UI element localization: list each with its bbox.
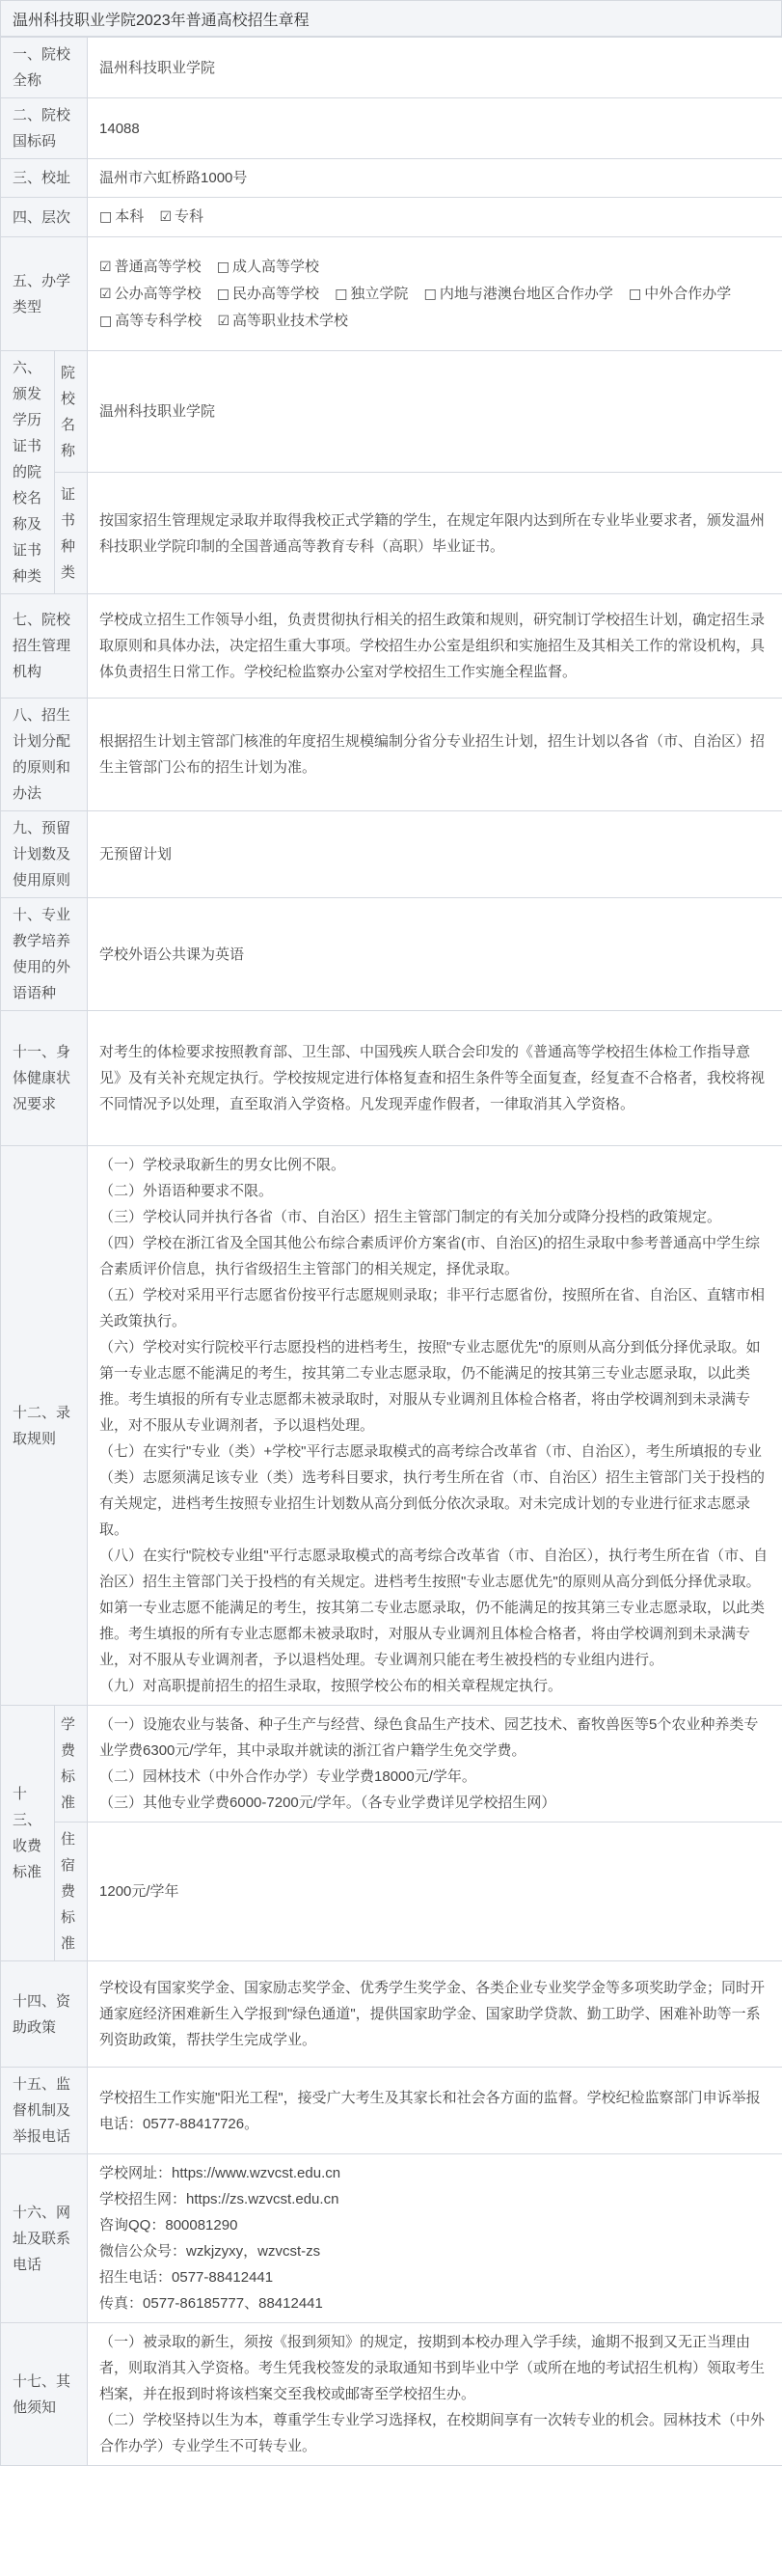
row-plan (1, 699, 782, 811)
rule-item: （八）在实行"院校专业组"平行志愿录取模式的高考综合改革省（市、自治区），执行考生所在省（市、自治区）招生主管部门关于投档的有关规定。进档考生按照"专业志愿优先"的原则从高分到低分择优录取。如第一专业志愿不能满足的考生，按其第二专业志愿录取，仍不能满足的按其第三专业志愿录取，以此类推。考生填报的所有专业志愿都未被录取时，对服从专业调剂且体检合格者，将由学校调剂到未录满专业，对不服从专业调剂者，予以退档处理。专业调剂只能在考生被投档的专业组内进行。 (99, 1548, 769, 1668)
row-type (1, 237, 782, 351)
address-value: 温州市六虹桥路1000号 (88, 159, 782, 198)
row-reserve (1, 811, 782, 898)
sub-label: 住宿费标准 (55, 1822, 88, 1961)
rule-item: （二）外语语种要求不限。 (99, 1183, 274, 1199)
tuition-list (88, 1706, 782, 1822)
row-label: 十、专业教学培养使用的外语语种 (1, 898, 88, 1011)
cert-type-value: 按国家招生管理规定录取并取得我校正式学籍的学生，在规定年限内达到所在专业毕业要求者，颁发温州科技职业学院印制的全国普通高等教育专科（高职）毕业证书。 (88, 473, 782, 594)
type-options (88, 237, 782, 351)
row-label: 十三、收费标准 (1, 1706, 55, 1961)
row-org (1, 594, 782, 699)
row-label: 十一、身体健康状况要求 (1, 1011, 88, 1146)
type-line-2 (99, 281, 770, 308)
row-label: 八、招生计划分配的原则和办法 (1, 699, 88, 811)
reserve-value: 无预留计划 (88, 811, 782, 898)
row-label: 一、院校全称 (1, 38, 88, 98)
rule-item: （一）学校录取新生的男女比例不限。 (99, 1157, 346, 1173)
row-supervise (1, 2068, 782, 2154)
rules-list (88, 1146, 782, 1706)
rule-item: （五）学校对采用平行志愿省份按平行志愿规则录取；非平行志愿省份，按照所在省、自治区、直辖市相关政策执行。 (99, 1287, 766, 1329)
health-value: 对考生的体检要求按照教育部、卫生部、中国残疾人联合会印发的《普通高等学校招生体检工作指导意见》及有关补充规定执行。学校按规定进行体格复查和招生条件等全面复查，经复查不合格者，我校将视不同情况予以处理，直至取消入学资格。凡发现弄虚作假者，一律取消其入学资格。 (88, 1011, 782, 1146)
checkbox-unchecked-icon: □ (335, 286, 348, 302)
type-option: □ 民办高等学校 (216, 285, 320, 302)
row-label: 二、院校国标码 (1, 98, 88, 159)
admissions-site-link[interactable]: 学校招生网：https://zs.wzvcst.edu.cn (99, 2191, 339, 2207)
org-value: 学校成立招生工作领导小组，负责贯彻执行相关的招生政策和规则，研究制订学校招生计划，确定招生录取原则和具体办法，决定招生重大事项。学校招生办公室是组织和实施招生及其相关工作的常设机构，具体负责招生日常工作。学校纪检监察办公室对学校招生工作实施全程监督。 (88, 594, 782, 699)
type-option: □ 高等专科学校 (99, 312, 202, 329)
sub-label: 院校名称 (55, 351, 88, 473)
type-option: □ 内地与港澳台地区合作办学 (423, 285, 613, 302)
row-lang (1, 898, 782, 1011)
qq-contact: 咨询QQ：800081290 (99, 2217, 238, 2233)
other-item: （一）被录取的新生，须按《报到须知》的规定，按期到本校办理入学手续，逾期不报到又无正当理由者，则取消其入学资格。考生凭我校签发的录取通知书到毕业中学（或所在地的考试招生机构）领取考生档案，并在报到时将该档案交至我校或邮寄至学校招生办。 (99, 2334, 766, 2402)
other-item: （二）学校坚持以生为本，尊重学生专业学习选择权，在校期间享有一次转专业的机会。园林技术（中外合作办学）专业学生不可转专业。 (99, 2412, 766, 2454)
row-code (1, 98, 782, 159)
type-option: □ 中外合作办学 (629, 285, 732, 302)
checkbox-unchecked-icon: □ (99, 313, 113, 329)
rule-item: （四）学校在浙江省及全国其他公布综合素质评价方案省(市、自治区)的招生录取中参考普通高中学生综合素质评价信息，执行省级招生主管部门的相关规定，择优录取。 (99, 1235, 761, 1277)
rule-item: （九）对高职提前招生的招生录取，按照学校公布的相关章程规定执行。 (99, 1678, 563, 1694)
row-label: 七、院校招生管理机构 (1, 594, 88, 699)
checkbox-unchecked-icon: □ (216, 286, 229, 302)
lang-value: 学校外语公共课为英语 (88, 898, 782, 1011)
row-cert-school (1, 351, 782, 473)
type-option: ☑ 高等职业技术学校 (217, 312, 349, 329)
supervise-value: 学校招生工作实施"阳光工程"，接受广大考生及其家长和社会各方面的监督。学校纪检监察部门申诉举报电话：0577-88417726。 (88, 2068, 782, 2154)
row-aid (1, 1961, 782, 2068)
rule-item: （三）学校认同并执行各省（市、自治区）招生主管部门制定的有关加分或降分投档的政策规定。 (99, 1209, 722, 1225)
row-label: 十六、网址及联系电话 (1, 2154, 88, 2323)
checkbox-unchecked-icon: □ (99, 209, 113, 225)
type-option: ☑ 普通高等学校 (99, 258, 202, 275)
plan-value: 根据招生计划主管部门核准的年度招生规模编制分省分专业招生计划，招生计划以各省（市、自治区）招生主管部门公布的招生计划为准。 (88, 699, 782, 811)
type-line-3 (99, 308, 770, 335)
row-label: 五、办学类型 (1, 237, 88, 351)
checkbox-checked-icon: ☑ (159, 209, 172, 225)
row-label: 九、预留计划数及使用原则 (1, 811, 88, 898)
checkbox-unchecked-icon: □ (216, 259, 229, 275)
school-code-value: 14088 (88, 98, 782, 159)
sub-label: 学费标准 (55, 1706, 88, 1822)
row-fees-tuition (1, 1706, 782, 1822)
row-health (1, 1011, 782, 1146)
page-title: 温州科技职业学院2023年普通高校招生章程 (0, 0, 782, 37)
other-list (88, 2323, 782, 2466)
school-name-value: 温州科技职业学院 (88, 38, 782, 98)
fax-number: 传真：0577-86185777、88412441 (99, 2295, 323, 2312)
row-label: 十五、监督机制及举报电话 (1, 2068, 88, 2154)
row-cert-type (1, 473, 782, 594)
row-rules (1, 1146, 782, 1706)
cert-school-value: 温州科技职业学院 (88, 351, 782, 473)
row-name (1, 38, 782, 98)
row-address (1, 159, 782, 198)
row-label: 六、颁发学历证书的院校名称及证书种类 (1, 351, 55, 594)
type-line-1 (99, 254, 770, 281)
checkbox-checked-icon: ☑ (217, 313, 229, 329)
row-label: 四、层次 (1, 198, 88, 237)
tuition-item: （三）其他专业学费6000-7200元/学年。（各专业学费详见学校招生网） (99, 1795, 556, 1811)
checkbox-checked-icon: ☑ (99, 286, 112, 302)
row-level (1, 198, 782, 237)
dorm-fee-value: 1200元/学年 (88, 1822, 782, 1961)
contact-list (88, 2154, 782, 2323)
row-label: 十四、资助政策 (1, 1961, 88, 2068)
tuition-item: （二）园林技术（中外合作办学）专业学费18000元/学年。 (99, 1768, 476, 1785)
sub-label: 证书种类 (55, 473, 88, 594)
row-contact (1, 2154, 782, 2323)
checkbox-checked-icon: ☑ (99, 259, 112, 275)
level-options (88, 198, 782, 237)
charter-table (0, 37, 782, 2466)
row-label: 十七、其他须知 (1, 2323, 88, 2466)
row-label: 十二、录取规则 (1, 1146, 88, 1706)
type-option: □ 成人高等学校 (216, 258, 320, 275)
wechat-account: 微信公众号：wzkjzyxy，wzvcst-zs (99, 2243, 321, 2260)
checkbox-unchecked-icon: □ (629, 286, 642, 302)
row-fees-dorm (1, 1822, 782, 1961)
aid-value: 学校设有国家奖学金、国家励志奖学金、优秀学生奖学金、各类企业专业奖学金等多项奖助学金；同时开通家庭经济困难新生入学报到"绿色通道"，提供国家助学金、国家助学贷款、勤工助学、困难补助等一系列资助政策，帮扶学生完成学业。 (88, 1961, 782, 2068)
website-link[interactable]: 学校网址：https://www.wzvcst.edu.cn (99, 2165, 341, 2181)
type-option: □ 独立学院 (335, 285, 409, 302)
level-option-junior: ☑ 专科 (159, 208, 204, 225)
row-label: 三、校址 (1, 159, 88, 198)
admissions-phone: 招生电话：0577-88412441 (99, 2269, 274, 2286)
type-option: ☑ 公办高等学校 (99, 285, 202, 302)
tuition-item: （一）设施农业与装备、种子生产与经营、绿色食品生产技术、园艺技术、畜牧兽医等5个农业种养类专业学费6300元/学年，其中录取并就读的浙江省户籍学生免交学费。 (99, 1716, 759, 1759)
checkbox-unchecked-icon: □ (423, 286, 437, 302)
rule-item: （六）学校对实行院校平行志愿投档的进档考生，按照"专业志愿优先"的原则从高分到低分择优录取。如第一专业志愿不能满足的考生，按其第二专业志愿录取，仍不能满足的按其第三专业志愿录取，以此类推。考生填报的所有专业志愿都未被录取时，对服从专业调剂且体检合格者，将由学校调剂到未录满专业，对不服从专业调剂者，予以退档处理。 (99, 1339, 761, 1434)
row-other (1, 2323, 782, 2466)
rule-item: （七）在实行"专业（类）+学校"平行志愿录取模式的高考综合改革省（市、自治区），考生所填报的专业（类）志愿须满足该专业（类）选考科目要求，执行考生所在省（市、自治区）招生主管部门关于投档的有关规定，进档考生按照专业招生计划数从高分到低分依次录取。对未完成计划的专业进行征求志愿录取。 (99, 1443, 766, 1538)
level-option-undergrad: □ 本科 (99, 208, 145, 225)
